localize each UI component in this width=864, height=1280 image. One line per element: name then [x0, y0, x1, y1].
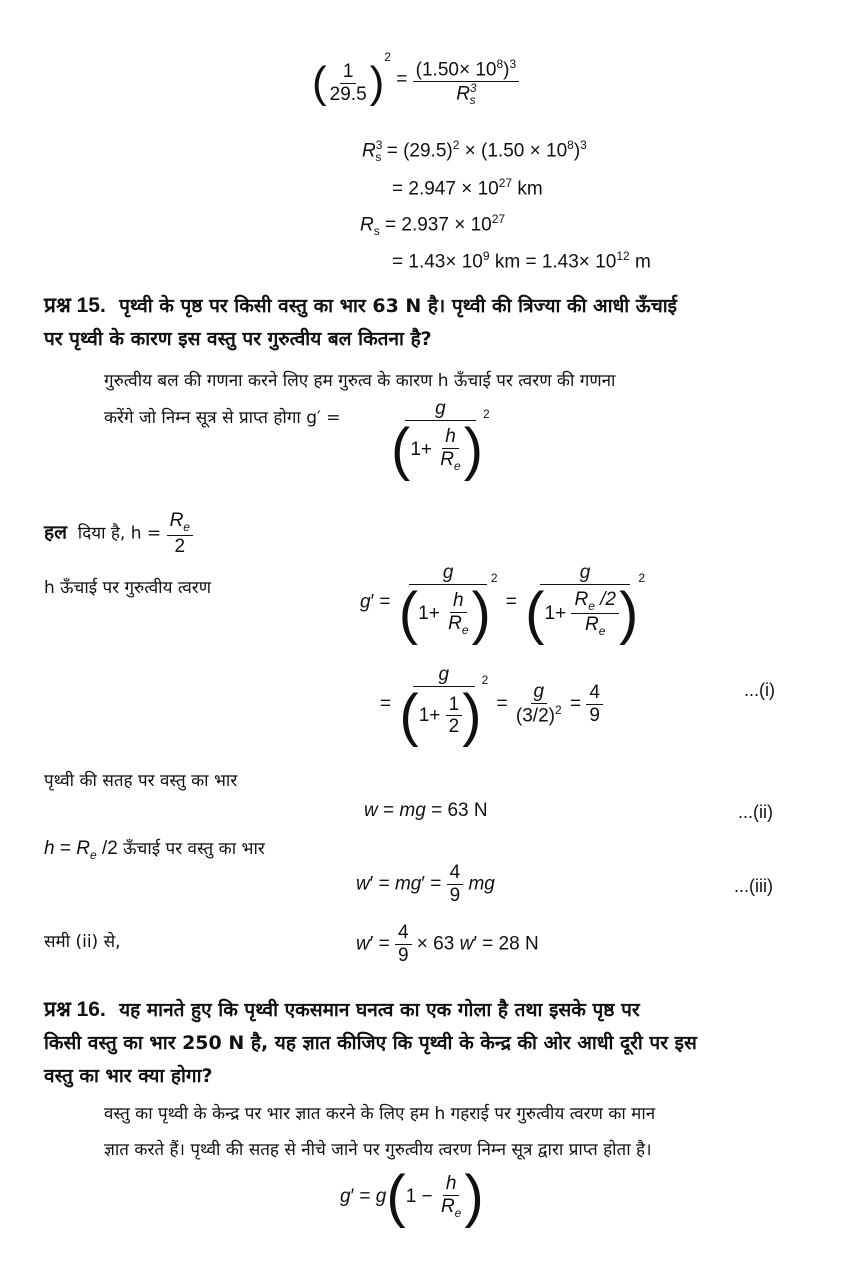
equation-tag-iii: ...(iii) — [734, 876, 773, 896]
g-prime-derivation-2: = g (1+ $\frac{1}{2}$ )$^2$ = $\frac{g}{(3/2)^2}$ = $\frac{4}{9}$ — [380, 664, 603, 745]
top-equation-2: $R^3_s = (29.5)^2 \times (1.50 \times 10^8)^3$ — [362, 138, 587, 165]
question-16-label: प्रश्न 16. — [44, 998, 106, 1021]
depth-gravity-formula: g′ = g(1 − $\frac{h}{R_e}$ ) — [340, 1164, 484, 1229]
equation-tag-ii: ...(ii) — [738, 802, 773, 822]
question-16 — [44, 993, 834, 1093]
equation-tag-i: ...(i) — [744, 680, 775, 700]
solution-label: हल — [44, 521, 67, 544]
q15-intro-line-2 — [104, 402, 341, 435]
question-16-text-line-2: किसी वस्तु का भार 250 N है, यह ज्ञात कीजिए कि पृथ्वी के केन्द्र की ओर आधी दूरी पर इस — [44, 1032, 697, 1054]
lhs-denominator: 29.5 — [329, 83, 367, 105]
top-equation-4: $R_s = 2.937 \times 10^{27}$ — [360, 212, 506, 239]
question-16-text-line-3: वस्तु का भार क्या होगा? — [44, 1065, 213, 1087]
top-equation-3: = $2.947 \times 10^{27}$ km — [392, 176, 543, 200]
g-prime-derivation-1: g′ = g (1+ $\frac{h}{R_e}$ )$^2$ = g (1+ $\frac{R_e /2}{R_e}$ )$^2$ — [360, 562, 646, 646]
from-equation-ii-label: समी (ii) से, — [44, 932, 121, 952]
rhs-numerator: $(1.50\times 10^8)^3$ — [413, 58, 520, 82]
h-height-label: h ऊँचाई पर गुरुत्वीय त्वरण — [44, 578, 212, 598]
equation-ii: w = mg = 63 N — [364, 800, 488, 821]
q15-intro-line-2-text: करेंगे जो निम्न सूत्र से प्राप्त होगा g′ = — [104, 408, 341, 428]
lhs-numerator: 1 — [340, 61, 357, 84]
h-equals-re-half: $\frac{R_e}{2}$ — [167, 510, 193, 557]
q16-intro-line-2: ज्ञात करते हैं। पृथ्वी की सतह से नीचे जाने पर गुरुत्वीय त्वरण निम्न सूत्र द्वारा प्राप्त होता है। — [104, 1140, 652, 1160]
equation-iii: w′ = mg′ = $\frac{4}{9}$ mg — [356, 862, 495, 906]
top-equation-1: ( $\frac{1}{29.5}$ )$^2$ = $\frac{(1.50\times 10^8)^3}{R^3_s}$ — [312, 58, 519, 108]
solution-given-text: दिया है, h = — [77, 523, 162, 544]
q15-intro-line-1: गुरुत्वीय बल की गणना करने लिए हम गुरुत्व के कारण h ऊँचाई पर त्वरण की गणना — [104, 371, 616, 391]
surface-weight-label: पृथ्वी की सतह पर वस्तु का भार — [44, 771, 238, 791]
top-equation-5: = $1.43\times 10^9$ km = $1.43\times 10^{12}$ m — [392, 249, 651, 273]
question-15-text-line-2: पर पृथ्वी के कारण इस वस्तु पर गुरुत्वीय बल कितना है? — [44, 328, 432, 350]
rhs-denominator: $R^3_s$ — [456, 81, 477, 108]
height-weight-label: $h = R_e$ /2 ऊँचाई पर वस्तु का भार — [44, 838, 265, 862]
q16-intro-line-1: वस्तु का पृथ्वी के केन्द्र पर भार ज्ञात करने के लिए हम h गहराई पर गुरुत्वीय त्वरण का मान — [104, 1104, 656, 1124]
question-15-text-line-1: पृथ्वी के पृष्ठ पर किसी वस्तु का भार 63 N है। पृथ्वी की त्रिज्या की आधी ऊँचाई — [119, 295, 678, 317]
g-prime-formula: g (1+ $\frac{h}{R_e}$ )$^2$ — [391, 398, 490, 482]
solution-given — [44, 510, 193, 557]
question-15 — [44, 289, 824, 356]
question-16-text-line-1: यह मानते हुए कि पृथ्वी एकसमान घनत्व का एक गोला है तथा इसके पृष्ठ पर — [119, 999, 640, 1021]
question-15-label: प्रश्न 15. — [44, 294, 106, 317]
final-weight-equation: w′ = $\frac{4}{9}$ × 63 w′ = 28 N — [356, 922, 539, 966]
